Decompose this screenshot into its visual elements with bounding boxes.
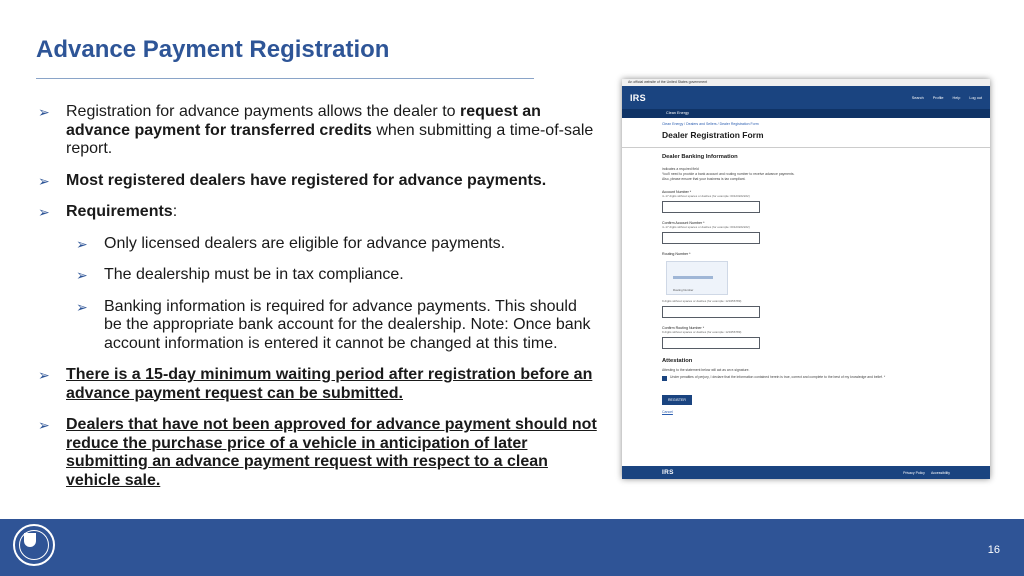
arrow-bullet-icon: ➢ bbox=[38, 172, 50, 189]
sub-bullet-item: ➢ Banking information is required for advance payments. This should be the appropriate bank account for the dealership. Note: Once bank account information is entered it cannot be changed at this time. bbox=[76, 297, 591, 352]
page-number: 16 bbox=[987, 544, 1000, 556]
confirm-routing-input[interactable] bbox=[662, 337, 760, 349]
form-screenshot bbox=[622, 79, 990, 479]
gov-banner: An official website of the United States government bbox=[622, 79, 990, 86]
arrow-bullet-icon: ➢ bbox=[76, 298, 88, 315]
treasury-seal-icon bbox=[13, 524, 55, 566]
field-hint: 9 digits without spaces or dashes (for example: 123456789) bbox=[662, 330, 742, 334]
routing-number-label: Routing Number * bbox=[662, 252, 691, 256]
bullet-item: ➢ Most registered dealers have registered for advance payments. bbox=[38, 171, 547, 189]
bullet-item: ➢ Registration for advance payments allows the dealer to request an advance payment for transferred credits when submitting a time-of-sale report. bbox=[38, 103, 594, 157]
seal-shield bbox=[24, 533, 36, 547]
cancel-link[interactable]: Cancel bbox=[662, 409, 673, 414]
attestation-intro: Attesting to the statement below will act as an e-signature. bbox=[662, 368, 750, 372]
account-number-label: Account Number * bbox=[662, 190, 692, 194]
confirm-routing-label: Confirm Routing Number * bbox=[662, 326, 705, 330]
account-number-input[interactable] bbox=[662, 201, 760, 213]
irs-logo: IRS bbox=[630, 92, 646, 103]
field-hint: 9 digits without spaces or dashes (for example: 123456789) bbox=[662, 299, 742, 303]
form-body bbox=[622, 118, 990, 414]
accessibility-link[interactable]: Accessibility bbox=[930, 470, 950, 475]
register-button[interactable]: REGISTER bbox=[662, 395, 692, 405]
nav-help[interactable]: Help bbox=[952, 95, 961, 100]
intro-text: You'll need to provide a bank account and routing number to receive advance payments. bbox=[662, 172, 795, 176]
form-title: Dealer Registration Form bbox=[662, 130, 764, 140]
arrow-bullet-icon: ➢ bbox=[76, 267, 88, 283]
nav-search[interactable]: Search bbox=[911, 95, 924, 100]
routing-number-input[interactable] bbox=[662, 306, 760, 318]
breadcrumb[interactable]: Clean Energy / Dealers and Sellers / Dealer Registration Form bbox=[662, 122, 759, 126]
sub-bullet-item: ➢ Only licensed dealers are eligible for advance payments. bbox=[76, 234, 506, 252]
attestation-row bbox=[662, 375, 950, 381]
attestation-checkbox[interactable] bbox=[662, 376, 667, 381]
section-bar[interactable]: Clean Energy bbox=[622, 109, 990, 118]
divider bbox=[622, 147, 990, 148]
arrow-bullet-icon: ➢ bbox=[76, 235, 88, 252]
arrow-bullet-icon: ➢ bbox=[38, 204, 50, 220]
required-note: indicates a required field bbox=[662, 167, 699, 171]
bullet-list bbox=[38, 103, 598, 503]
field-hint: 4–17 digits without spaces or dashes (for example: 00123222222) bbox=[662, 194, 750, 198]
arrow-bullet-icon: ➢ bbox=[38, 417, 50, 433]
nav-profile[interactable]: Profile bbox=[932, 95, 944, 100]
nav-logout[interactable]: Log out bbox=[969, 95, 982, 100]
footer-irs-logo: IRS bbox=[662, 469, 674, 476]
arrow-bullet-icon: ➢ bbox=[38, 367, 50, 383]
bullet-item: ➢ There is a 15-day minimum waiting period after registration before an advance payment request can be submitted. bbox=[38, 366, 593, 402]
footer-band bbox=[0, 519, 1024, 576]
header-nav bbox=[912, 96, 982, 100]
irs-footer bbox=[622, 466, 990, 479]
title-divider bbox=[36, 78, 534, 79]
slide-title: Advance Payment Registration bbox=[36, 36, 390, 63]
field-hint: 4–17 digits without spaces or dashes (for example: 00123222222) bbox=[662, 225, 750, 229]
sub-bullet-item: ➢ The dealership must be in tax compliance. bbox=[76, 266, 404, 283]
privacy-policy-link[interactable]: Privacy Policy bbox=[903, 470, 925, 475]
attestation-text: Under penalties of perjury, I declare that the information contained herein is true, correct and complete to the best of my knowledge and belief. * bbox=[670, 375, 886, 379]
irs-header bbox=[622, 86, 990, 109]
confirm-account-input[interactable] bbox=[662, 232, 760, 244]
intro-text: Also, please ensure that your business is tax compliant. bbox=[662, 177, 746, 181]
check-image: Routing Number bbox=[666, 261, 728, 295]
footer-links bbox=[903, 471, 950, 475]
bullet-item: ➢ Requirements: bbox=[38, 203, 178, 220]
banking-section-title: Dealer Banking Information bbox=[662, 154, 738, 160]
bullet-item: ➢ Dealers that have not been approved for advance payment should not reduce the purchase price of a vehicle in anticipation of later submitting an advance payment request with respect to a clean vehicle sale. bbox=[38, 416, 597, 489]
arrow-bullet-icon: ➢ bbox=[38, 104, 50, 120]
attestation-title: Attestation bbox=[662, 358, 693, 364]
confirm-account-label: Confirm Account Number * bbox=[662, 221, 705, 225]
